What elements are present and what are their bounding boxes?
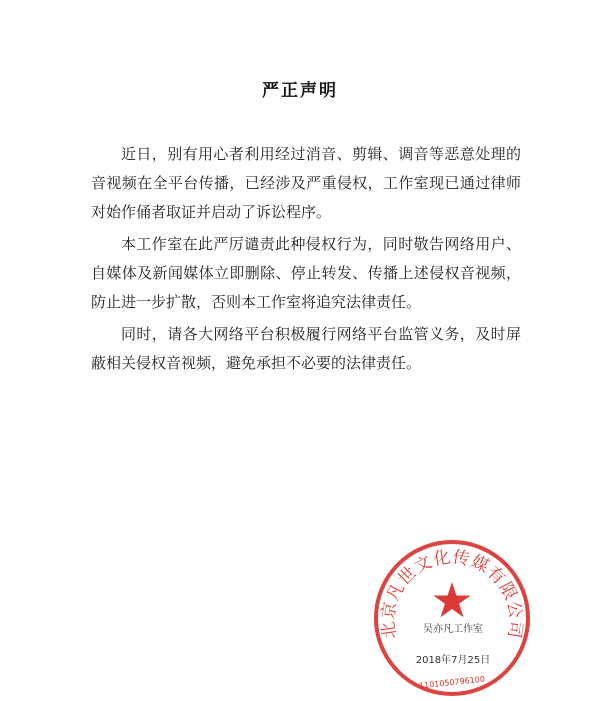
company-seal — [372, 538, 532, 698]
seal-graphic — [372, 538, 532, 698]
seal-date: 2018年7月25日 — [415, 655, 491, 666]
star-icon — [434, 582, 471, 617]
paragraph-2: 本工作室在此严厉谴责此种侵权行为，同时敬告网络用户、自媒体及新闻媒体立即删除、停止转发、传播上述侵权音视频，防止进一步扩散，否则本工作室将追究法律责任。 — [91, 235, 521, 311]
seal-code: 1101050796100 — [418, 674, 486, 691]
document-title: 严正声明 — [262, 81, 338, 101]
seal-company-name: 北京凡世文化传媒有限公司 — [378, 547, 526, 641]
document-body — [91, 140, 521, 381]
paragraph-3: 同时，请各大网络平台积极履行网络平台监管义务，及时屏蔽相关侵权音视频，避免承担不必要的法律责任。 — [91, 325, 521, 372]
paragraph-1: 近日，别有用心者利用经过消音、剪辑、调音等恶意处理的音视频在全平台传播，已经涉及严重侵权，工作室现已通过律师对始作俑者取证并启动了诉讼程序。 — [91, 145, 521, 221]
seal-studio-name: 吴亦凡工作室 — [423, 624, 483, 635]
